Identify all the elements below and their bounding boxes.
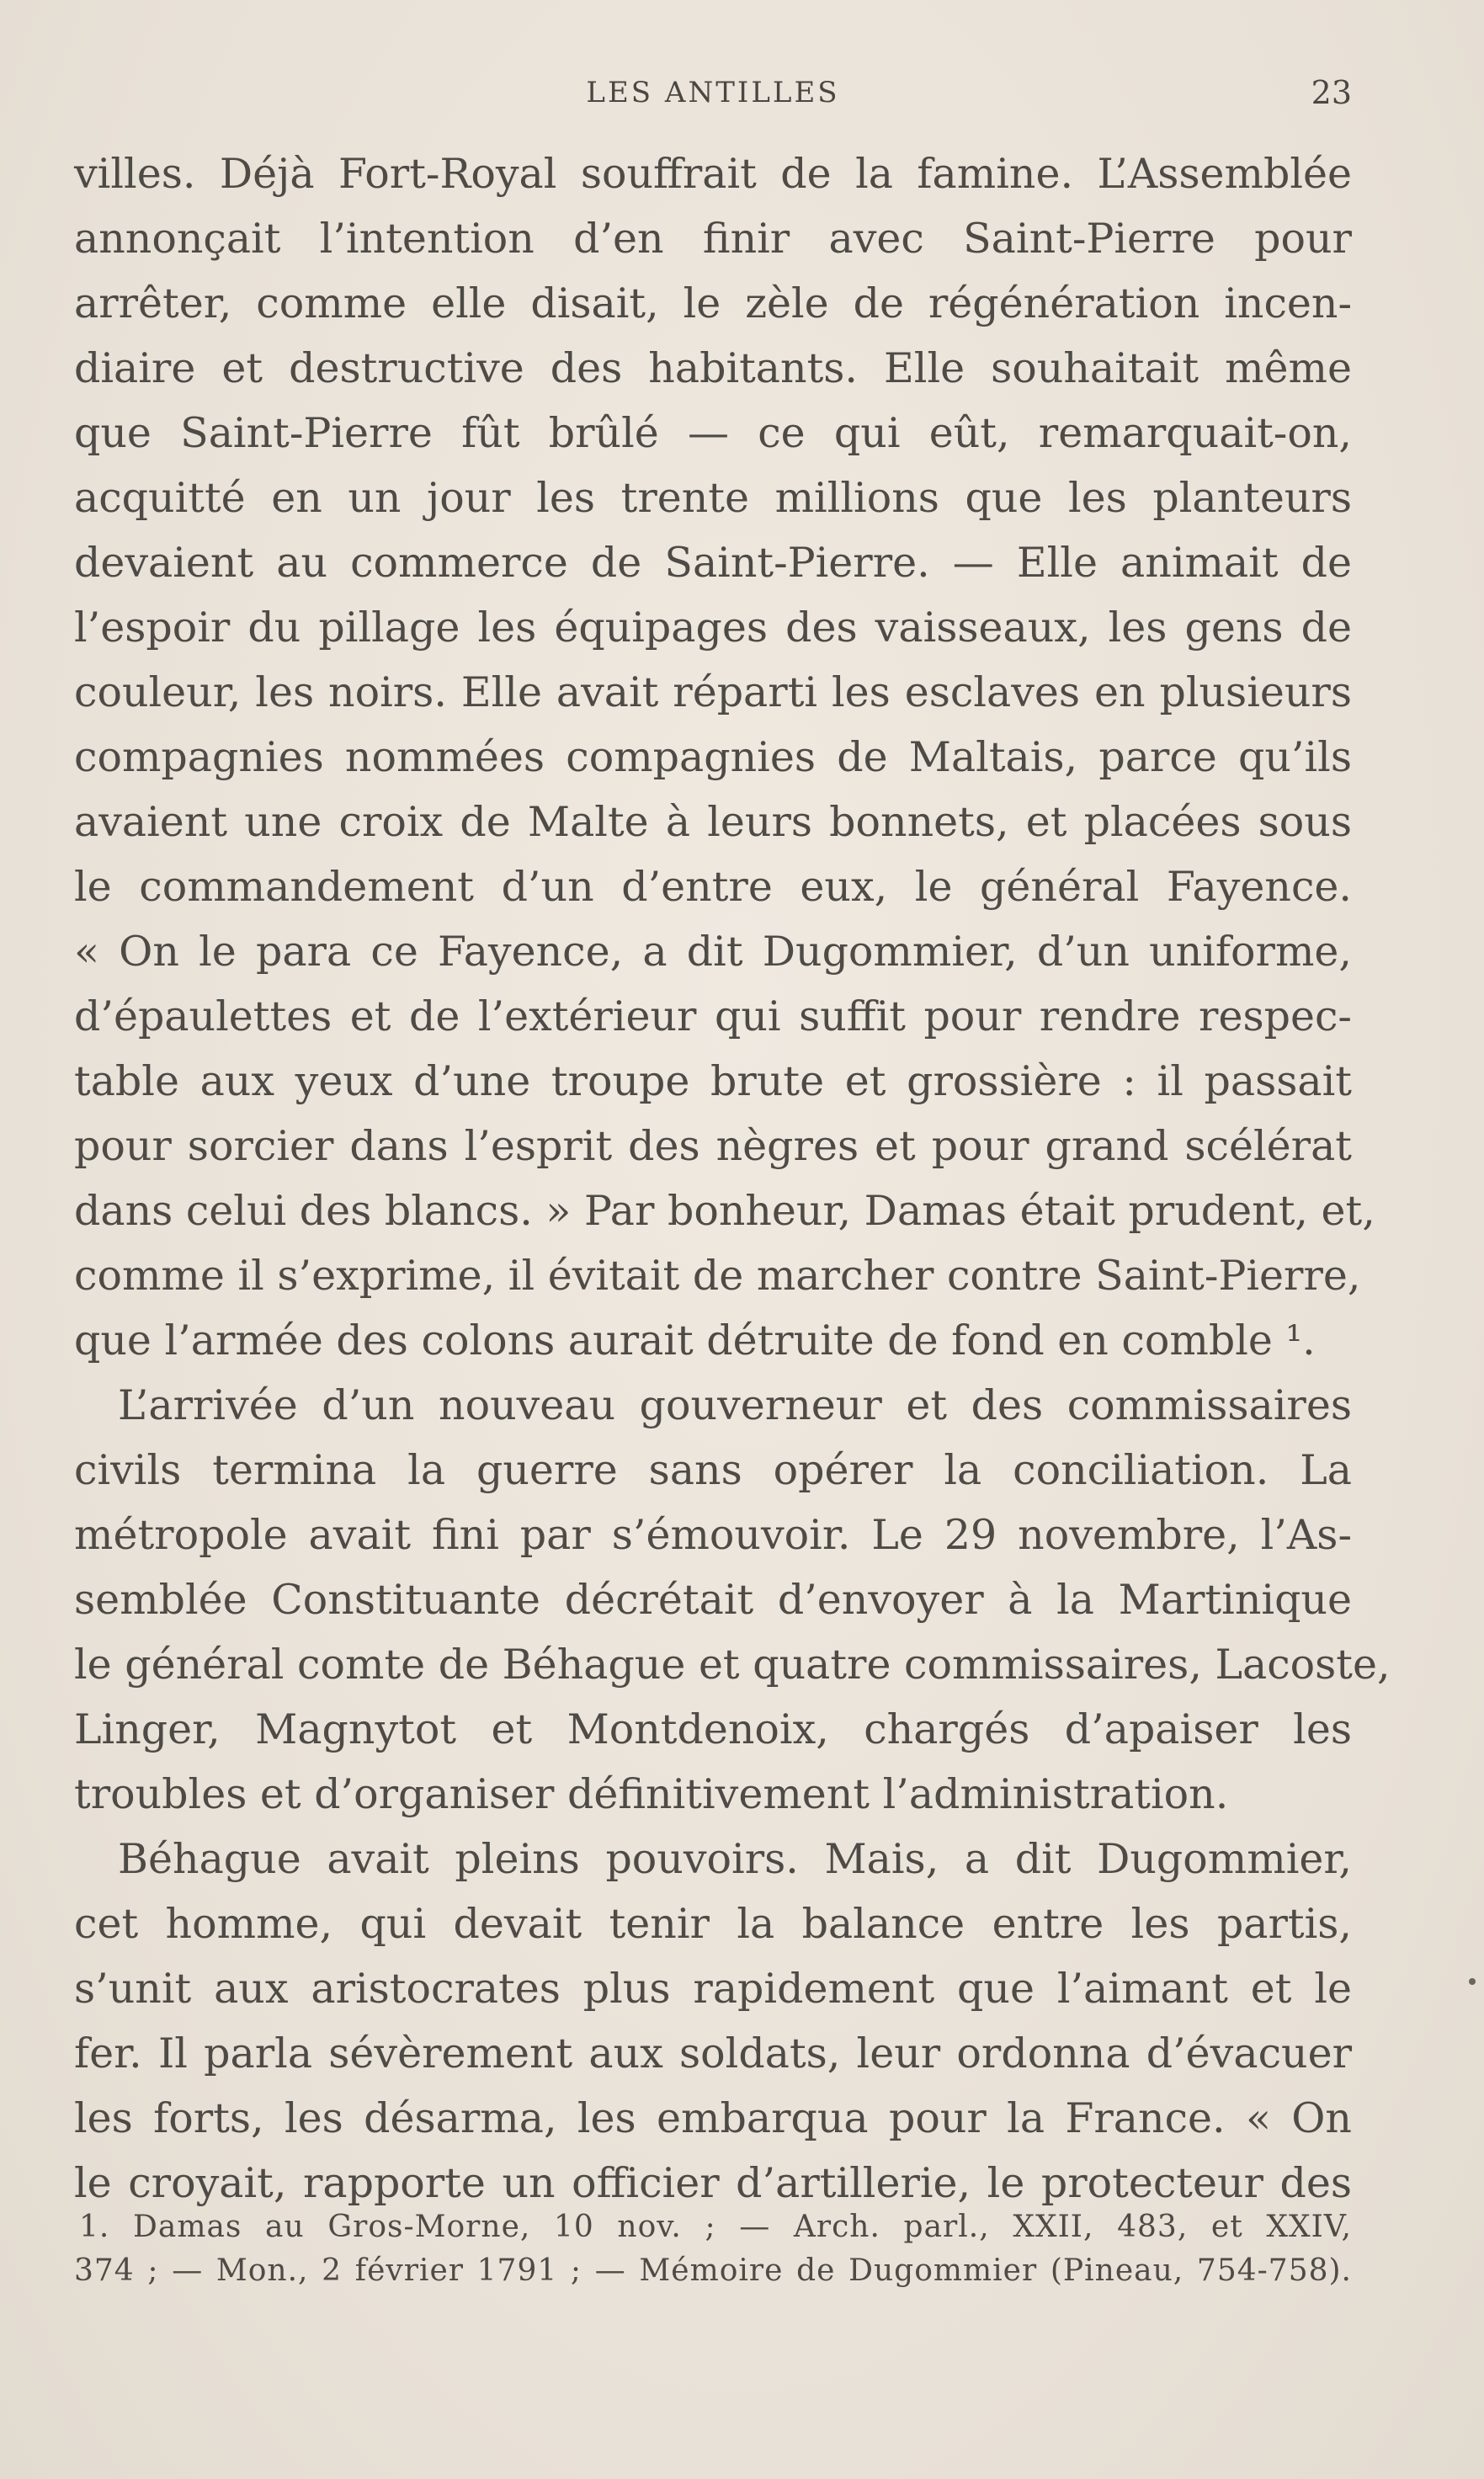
text-line: les forts, les désarma, les embarqua pour la France. « On <box>74 2094 1352 2142</box>
text-line: métropole avait fini par s’émouvoir. Le 29 novembre, l’As- <box>74 1511 1352 1559</box>
text-line: arrêter, comme elle disait, le zèle de régénération incen- <box>74 279 1352 327</box>
footnote-line: 1. Damas au Gros-Morne, 10 nov. ; — Arch. parl., XXII, 483, et XXIV, <box>79 2210 1352 2244</box>
page-number: 23 <box>1311 74 1352 111</box>
text-line: s’unit aux aristocrates plus rapidement que l’aimant et le <box>74 1965 1352 2013</box>
text-line: le croyait, rapporte un officier d’artillerie, le protecteur des <box>74 2159 1352 2207</box>
text-line: Linger, Magnytot et Montdenoix, chargés d’apaiser les <box>74 1705 1352 1753</box>
text-line: dans celui des blancs. » Par bonheur, Damas était prudent, et, <box>74 1187 1375 1235</box>
running-title: LES ANTILLES <box>586 76 840 109</box>
text-line: annonçait l’intention d’en finir avec Saint-Pierre pour <box>74 215 1352 263</box>
text-line: troubles et d’organiser définitivement l’administration. <box>74 1770 1229 1818</box>
page-header <box>74 71 1352 118</box>
text-line: comme il s’exprime, il évitait de marcher contre Saint-Pierre, <box>74 1252 1361 1300</box>
text-line: pour sorcier dans l’esprit des nègres et pour grand scélérat <box>74 1122 1352 1170</box>
text-line: que l’armée des colons aurait détruite de fond en comble ¹. <box>74 1317 1316 1365</box>
stray-mark <box>1469 1978 1476 1985</box>
text-line: diaire et destructive des habitants. Elle souhaitait même <box>74 344 1352 392</box>
text-line: civils termina la guerre sans opérer la conciliation. La <box>74 1446 1352 1494</box>
text-line: cet homme, qui devait tenir la balance entre les partis, <box>74 1900 1352 1948</box>
text-line: compagnies nommées compagnies de Maltais, parce qu’ils <box>74 733 1352 781</box>
text-line: semblée Constituante décrétait d’envoyer à la Martinique <box>74 1576 1352 1624</box>
text-line: l’espoir du pillage les équipages des vaisseaux, les gens de <box>74 604 1352 652</box>
text-line: avaient une croix de Malte à leurs bonnets, et placées sous <box>74 798 1352 846</box>
footnote-line: 374 ; — Mon., 2 février 1791 ; — Mémoire de Dugommier (Pineau, 754-758). <box>74 2253 1352 2288</box>
text-line: L’arrivée d’un nouveau gouverneur et des commissaires <box>118 1381 1352 1429</box>
body-text <box>74 141 1391 2216</box>
text-line: devaient au commerce de Saint-Pierre. — Elle animait de <box>74 539 1352 587</box>
text-line: le commandement d’un d’entre eux, le général Fayence. <box>74 863 1352 911</box>
text-line: « On le para ce Fayence, a dit Dugommier, d’un uniforme, <box>74 928 1352 976</box>
text-line: que Saint-Pierre fût brûlé — ce qui eût, remarquait-on, <box>74 409 1352 457</box>
text-line: villes. Déjà Fort-Royal souffrait de la famine. L’Assemblée <box>74 150 1352 198</box>
text-line: d’épaulettes et de l’extérieur qui suffit pour rendre respec- <box>74 992 1352 1040</box>
text-line: le général comte de Béhague et quatre commissaires, Lacoste, <box>74 1641 1391 1689</box>
text-line: fer. Il parla sévèrement aux soldats, leur ordonna d’évacuer <box>74 2029 1352 2077</box>
text-line: Béhague avait pleins pouvoirs. Mais, a dit Dugommier, <box>118 1835 1352 1883</box>
text-line: table aux yeux d’une troupe brute et grossière : il passait <box>74 1057 1352 1105</box>
text-line: acquitté en un jour les trente millions que les planteurs <box>74 474 1352 522</box>
text-line: couleur, les noirs. Elle avait réparti les esclaves en plusieurs <box>74 668 1352 716</box>
footnotes <box>74 2205 1352 2293</box>
